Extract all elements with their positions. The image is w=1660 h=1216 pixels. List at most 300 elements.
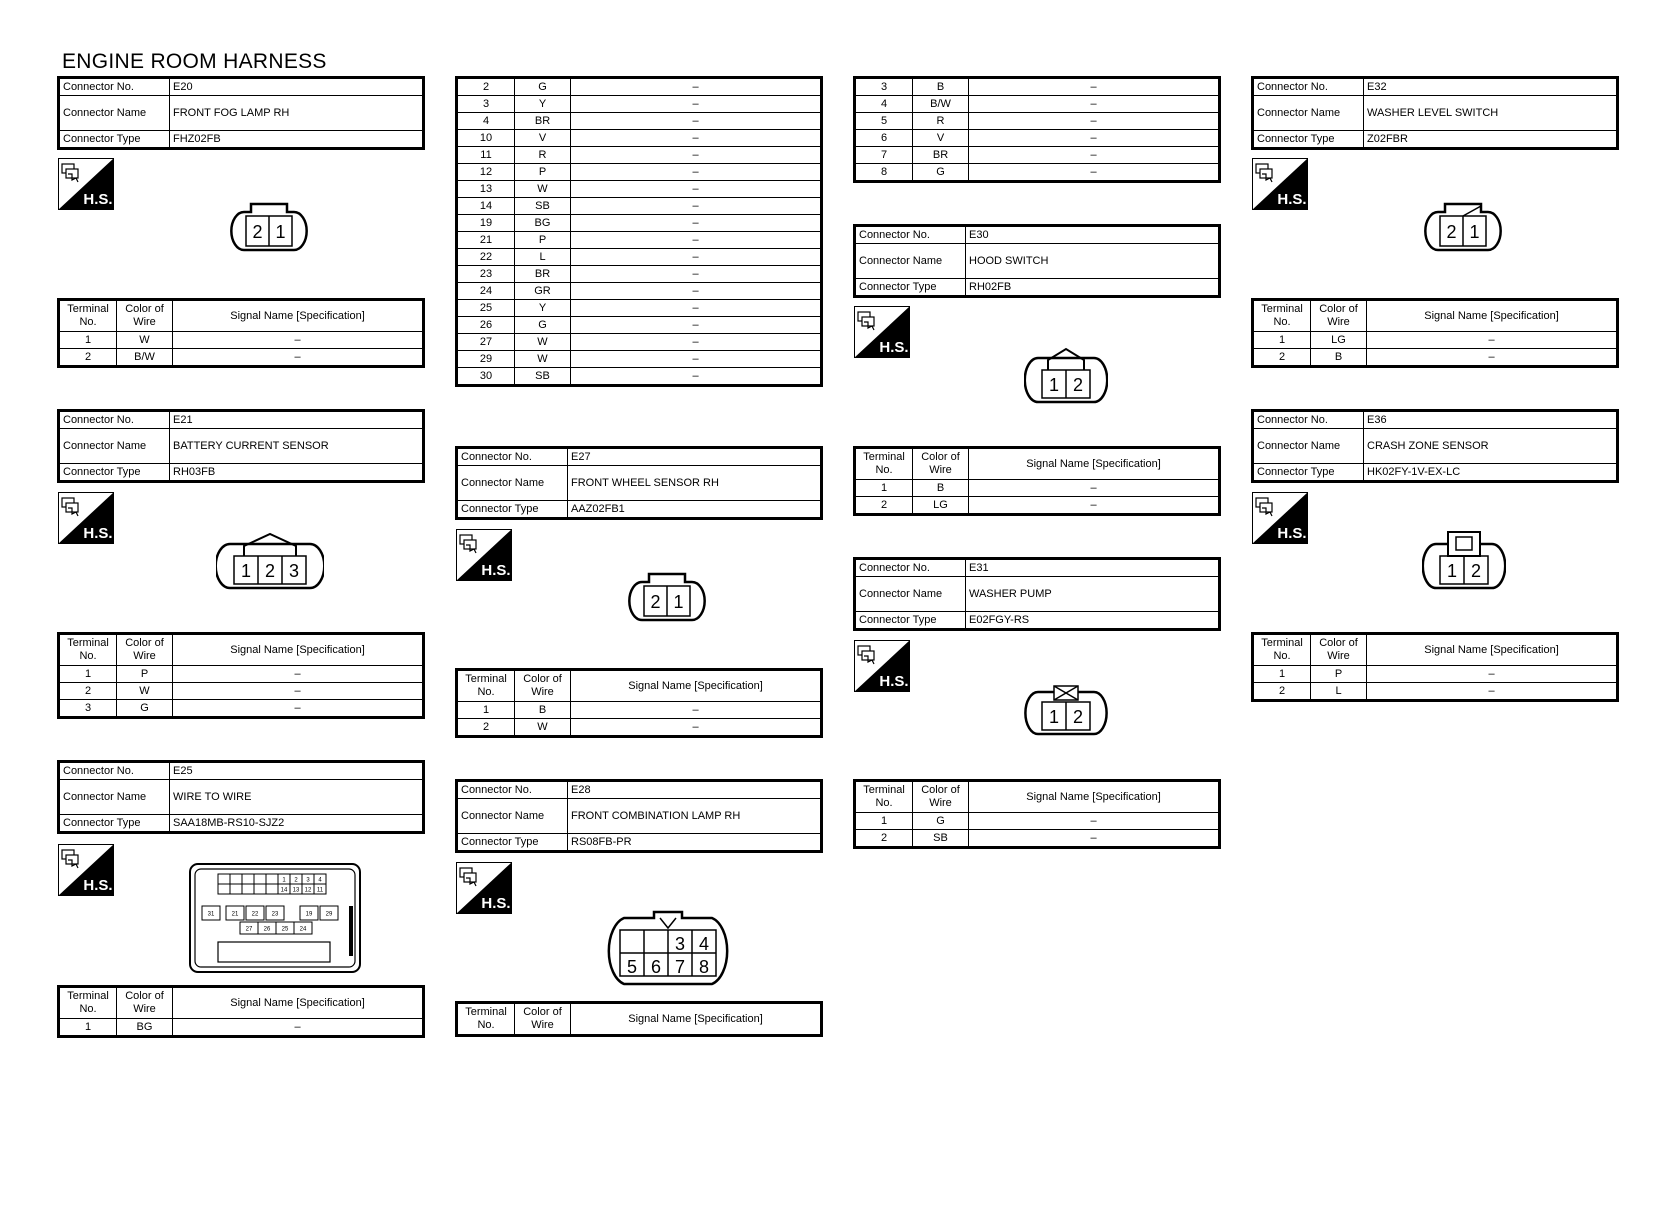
terminal-no-cell: 29 <box>457 351 515 368</box>
wire-color-cell: P <box>515 164 571 181</box>
table-row <box>855 78 1220 96</box>
terminal-no-cell: 2 <box>59 683 117 700</box>
table-row <box>457 164 822 181</box>
wire-color-cell: V <box>913 130 969 147</box>
table-row <box>457 113 822 130</box>
signal-name-cell: – <box>173 349 424 367</box>
cavity <box>230 884 242 894</box>
pin-table-header <box>1253 300 1618 332</box>
cavity-label: 12 <box>304 887 312 894</box>
signal-name-cell: – <box>571 702 822 719</box>
wire-color-cell: G <box>913 813 969 830</box>
cavity <box>242 884 254 894</box>
signal-name-cell: – <box>173 1019 424 1037</box>
wire-color-cell: P <box>1311 666 1367 683</box>
cavity-label: 27 <box>245 926 253 933</box>
connector-e30-info <box>853 224 1221 298</box>
label-connector-no: Connector No. <box>59 411 170 429</box>
connector-e20-pin-table <box>57 298 425 368</box>
cavity-label: 6 <box>650 957 662 977</box>
table-row <box>457 232 822 249</box>
wire-color-cell: V <box>515 130 571 147</box>
harness-side-icon <box>58 844 114 896</box>
cavity <box>254 874 266 884</box>
terminal-no-cell: 6 <box>855 130 913 147</box>
pin-table-header <box>1253 634 1618 666</box>
connector-name: FRONT FOG LAMP RH <box>170 96 424 131</box>
table-row <box>855 147 1220 164</box>
signal-name-cell: – <box>571 351 822 368</box>
cavity-label: 2 <box>1072 375 1084 395</box>
signal-name-header: Signal Name [Specification] <box>1367 300 1618 332</box>
connector-e20-info <box>57 76 425 150</box>
cavity-label: 2 <box>252 222 263 242</box>
terminal-no-cell: 5 <box>855 113 913 130</box>
signal-name-header: Signal Name [Specification] <box>571 1003 822 1036</box>
connector-e27-face-diagram <box>626 570 708 624</box>
hs-label: H.S. <box>481 562 511 579</box>
terminal-no-cell: 2 <box>457 78 515 96</box>
harness-side-icon <box>456 529 512 581</box>
wire-color-cell: B <box>1311 349 1367 367</box>
terminal-no-cell: 4 <box>457 113 515 130</box>
harness-side-icon <box>1252 492 1308 544</box>
terminal-no-cell: 4 <box>855 96 913 113</box>
cavity-label: 13 <box>292 887 300 894</box>
connector-name: WASHER LEVEL SWITCH <box>1364 96 1618 131</box>
cavity-label: 1 <box>673 592 684 612</box>
cavity-label: 29 <box>325 911 333 918</box>
signal-name-header: Signal Name [Specification] <box>969 448 1220 480</box>
connector-type: HK02FY-1V-EX-LC <box>1364 464 1618 482</box>
terminal-no-cell: 22 <box>457 249 515 266</box>
label-connector-type: Connector Type <box>457 501 568 519</box>
terminal-no-cell: 2 <box>1253 683 1311 701</box>
terminal-no-cell: 1 <box>59 666 117 683</box>
terminal-no-cell: 1 <box>1253 332 1311 349</box>
label-connector-name: Connector Name <box>457 466 568 501</box>
color-of-wire-header: Color of Wire <box>117 634 173 666</box>
connector-type: Z02FBR <box>1364 131 1618 149</box>
wire-color-cell: P <box>515 232 571 249</box>
terminal-no-cell: 2 <box>1253 349 1311 367</box>
hs-label: H.S. <box>83 877 113 894</box>
terminal-no-header: Terminal No. <box>1253 300 1311 332</box>
hs-label: H.S. <box>879 339 909 356</box>
signal-name-header: Signal Name [Specification] <box>173 634 424 666</box>
wire-color-cell: BR <box>913 147 969 164</box>
connector-e28-face-diagram <box>602 908 734 988</box>
cavity-label: 26 <box>263 926 271 933</box>
color-of-wire-header: Color of Wire <box>1311 300 1367 332</box>
connector-e25-continued-table <box>455 76 823 387</box>
table-row <box>1253 332 1618 349</box>
signal-name-cell: – <box>571 232 822 249</box>
wire-color-cell: B <box>913 480 969 497</box>
label-connector-no: Connector No. <box>1253 411 1364 429</box>
table-row <box>457 249 822 266</box>
signal-name-header: Signal Name [Specification] <box>1367 634 1618 666</box>
connector-e32-pin-table <box>1251 298 1619 368</box>
terminal-no-header: Terminal No. <box>855 781 913 813</box>
wire-color-cell: B <box>515 702 571 719</box>
label-connector-type: Connector Type <box>1253 464 1364 482</box>
hs-label: H.S. <box>1277 525 1307 542</box>
signal-name-cell: – <box>969 164 1220 182</box>
signal-name-cell: – <box>969 96 1220 113</box>
cavity-label: 23 <box>271 911 279 918</box>
label-connector-name: Connector Name <box>59 780 170 815</box>
table-row <box>59 1019 424 1037</box>
label-connector-name: Connector Name <box>59 429 170 464</box>
label-connector-no: Connector No. <box>855 226 966 244</box>
signal-name-header: Signal Name [Specification] <box>969 781 1220 813</box>
table-row <box>59 700 424 718</box>
cavity-label: 1 <box>282 877 286 884</box>
cavity <box>266 874 278 884</box>
harness-side-icon <box>456 862 512 914</box>
color-of-wire-header: Color of Wire <box>515 1003 571 1036</box>
terminal-no-cell: 2 <box>457 719 515 737</box>
cavity-label: 1 <box>1048 707 1060 727</box>
table-row <box>457 198 822 215</box>
wire-color-cell: LG <box>913 497 969 515</box>
connector-e36-pin-table <box>1251 632 1619 702</box>
signal-name-cell: – <box>571 147 822 164</box>
label-connector-no: Connector No. <box>59 78 170 96</box>
terminal-no-cell: 7 <box>855 147 913 164</box>
connector-no: E21 <box>170 411 424 429</box>
connector-e36-face-diagram <box>1422 528 1506 592</box>
terminal-no-cell: 1 <box>457 702 515 719</box>
connector-e30-face-diagram <box>1024 344 1108 406</box>
connector-e28-continued-table <box>853 76 1221 183</box>
wire-color-cell: Y <box>515 300 571 317</box>
label-connector-type: Connector Type <box>1253 131 1364 149</box>
color-of-wire-header: Color of Wire <box>1311 634 1367 666</box>
wire-color-cell: SB <box>515 198 571 215</box>
cavity-label: 1 <box>1469 222 1480 242</box>
table-row <box>457 300 822 317</box>
wire-color-cell: W <box>515 351 571 368</box>
cavity-label: 2 <box>1072 707 1084 727</box>
terminal-no-cell: 25 <box>457 300 515 317</box>
table-row <box>59 349 424 367</box>
terminal-no-cell: 3 <box>59 700 117 718</box>
terminal-no-cell: 1 <box>1253 666 1311 683</box>
table-row <box>457 78 822 96</box>
connector-e28-info <box>455 779 823 853</box>
hs-label: H.S. <box>83 525 113 542</box>
label-connector-type: Connector Type <box>855 279 966 297</box>
connector-type: RH03FB <box>170 464 424 482</box>
cavity-label: 1 <box>1446 561 1458 581</box>
wire-color-cell: W <box>515 181 571 198</box>
connector-e25-info <box>57 760 425 834</box>
signal-name-cell: – <box>173 666 424 683</box>
table-row <box>457 334 822 351</box>
terminal-no-header: Terminal No. <box>59 300 117 332</box>
cavity-label: 8 <box>698 957 710 977</box>
terminal-no-cell: 21 <box>457 232 515 249</box>
cavity-label: 22 <box>251 911 259 918</box>
wire-color-cell: SB <box>515 368 571 386</box>
table-row <box>457 351 822 368</box>
terminal-no-cell: 14 <box>457 198 515 215</box>
connector-e31-info <box>853 557 1221 631</box>
connector-name: CRASH ZONE SENSOR <box>1364 429 1618 464</box>
terminal-no-cell: 27 <box>457 334 515 351</box>
label-connector-type: Connector Type <box>457 834 568 852</box>
page-title: ENGINE ROOM HARNESS <box>62 50 327 73</box>
pin-table-header <box>59 987 424 1019</box>
cavity <box>266 884 278 894</box>
cavity-label: 5 <box>626 957 638 977</box>
harness-side-icon <box>58 158 114 210</box>
cavity-label: 2 <box>650 592 661 612</box>
signal-name-cell: – <box>571 215 822 232</box>
cavity-label: 3 <box>288 561 300 581</box>
terminal-no-cell: 1 <box>59 1019 117 1037</box>
cavity-label: 2 <box>264 561 276 581</box>
cavity <box>254 884 266 894</box>
harness-side-icon <box>58 492 114 544</box>
table-row <box>855 813 1220 830</box>
signal-name-cell: – <box>969 78 1220 96</box>
table-row <box>457 702 822 719</box>
signal-name-cell: – <box>571 96 822 113</box>
table-row <box>855 830 1220 848</box>
wire-color-cell: BG <box>117 1019 173 1037</box>
label-connector-no: Connector No. <box>855 559 966 577</box>
signal-name-header: Signal Name [Specification] <box>173 300 424 332</box>
table-row <box>1253 683 1618 701</box>
hs-label: H.S. <box>1277 191 1307 208</box>
signal-name-cell: – <box>571 317 822 334</box>
terminal-no-cell: 26 <box>457 317 515 334</box>
wire-color-cell: B <box>913 78 969 96</box>
cavity-label: 2 <box>1446 222 1457 242</box>
terminal-no-header: Terminal No. <box>1253 634 1311 666</box>
table-row <box>855 497 1220 515</box>
table-row <box>457 147 822 164</box>
label-connector-type: Connector Type <box>59 464 170 482</box>
table-row <box>855 480 1220 497</box>
cavity <box>218 874 230 884</box>
terminal-no-cell: 12 <box>457 164 515 181</box>
connector-type: RH02FB <box>966 279 1220 297</box>
wire-color-cell: Y <box>515 96 571 113</box>
terminal-no-header: Terminal No. <box>59 634 117 666</box>
signal-name-cell: – <box>571 368 822 386</box>
connector-name: FRONT COMBINATION LAMP RH <box>568 799 822 834</box>
signal-name-cell: – <box>173 683 424 700</box>
table-row <box>59 666 424 683</box>
signal-name-header: Signal Name [Specification] <box>571 670 822 702</box>
signal-name-cell: – <box>969 830 1220 848</box>
cavity-label: 24 <box>299 926 307 933</box>
connector-e36-info <box>1251 409 1619 483</box>
terminal-no-cell: 24 <box>457 283 515 300</box>
terminal-no-cell: 2 <box>59 349 117 367</box>
color-of-wire-header: Color of Wire <box>117 987 173 1019</box>
pin-table-header <box>855 448 1220 480</box>
connector-name: BATTERY CURRENT SENSOR <box>170 429 424 464</box>
cavity-label: 4 <box>318 877 322 884</box>
signal-name-cell: – <box>571 719 822 737</box>
table-row <box>457 368 822 386</box>
connector-no: E30 <box>966 226 1220 244</box>
wire-color-cell: W <box>117 332 173 349</box>
cavity <box>218 884 230 894</box>
connector-name: WIRE TO WIRE <box>170 780 424 815</box>
table-row <box>1253 666 1618 683</box>
signal-name-cell: – <box>571 181 822 198</box>
connector-no: E36 <box>1364 411 1618 429</box>
terminal-no-header: Terminal No. <box>855 448 913 480</box>
connector-e21-face-diagram <box>216 530 324 592</box>
wire-color-cell: G <box>913 164 969 182</box>
cavity-label: 2 <box>294 877 298 884</box>
wire-color-cell: B/W <box>913 96 969 113</box>
signal-name-cell: – <box>1367 349 1618 367</box>
harness-side-icon <box>1252 158 1308 210</box>
signal-name-cell: – <box>1367 332 1618 349</box>
cavity-label: 25 <box>281 926 289 933</box>
wire-color-cell: G <box>515 317 571 334</box>
terminal-no-cell: 23 <box>457 266 515 283</box>
signal-name-cell: – <box>173 332 424 349</box>
cavity-label: 19 <box>305 911 313 918</box>
signal-name-cell: – <box>969 497 1220 515</box>
table-row <box>855 96 1220 113</box>
connector-name: HOOD SWITCH <box>966 244 1220 279</box>
terminal-no-cell: 3 <box>855 78 913 96</box>
label-connector-name: Connector Name <box>457 799 568 834</box>
table-row <box>457 317 822 334</box>
connector-no: E31 <box>966 559 1220 577</box>
connector-e27-pin-table <box>455 668 823 738</box>
signal-name-cell: – <box>571 300 822 317</box>
color-of-wire-header: Color of Wire <box>515 670 571 702</box>
connector-e25-face-diagram <box>188 862 362 974</box>
table-row <box>457 266 822 283</box>
wire-color-cell: BR <box>515 113 571 130</box>
terminal-no-cell: 2 <box>855 830 913 848</box>
wire-color-cell: R <box>913 113 969 130</box>
signal-name-cell: – <box>571 334 822 351</box>
wire-color-cell: L <box>515 249 571 266</box>
terminal-no-cell: 1 <box>855 813 913 830</box>
connector-type: RS08FB-PR <box>568 834 822 852</box>
signal-name-cell: – <box>969 480 1220 497</box>
wire-color-cell: W <box>117 683 173 700</box>
connector-e31-face-diagram <box>1024 682 1108 738</box>
terminal-no-cell: 19 <box>457 215 515 232</box>
connector-name: FRONT WHEEL SENSOR RH <box>568 466 822 501</box>
table-row <box>1253 349 1618 367</box>
signal-name-cell: – <box>571 198 822 215</box>
label-connector-type: Connector Type <box>59 815 170 833</box>
signal-name-cell: – <box>969 113 1220 130</box>
wire-color-cell: P <box>117 666 173 683</box>
wire-color-cell: BR <box>515 266 571 283</box>
table-row <box>457 130 822 147</box>
wire-color-cell: B/W <box>117 349 173 367</box>
terminal-no-header: Terminal No. <box>59 987 117 1019</box>
connector-e21-info <box>57 409 425 483</box>
wire-color-cell: W <box>515 719 571 737</box>
terminal-no-cell: 13 <box>457 181 515 198</box>
cavity-label: 4 <box>698 934 710 954</box>
label-connector-type: Connector Type <box>59 131 170 149</box>
label-connector-no: Connector No. <box>457 448 568 466</box>
pin-table-header <box>855 781 1220 813</box>
cavity-label: 3 <box>674 934 686 954</box>
cavity-label: 11 <box>316 887 324 894</box>
terminal-no-cell: 1 <box>855 480 913 497</box>
label-connector-name: Connector Name <box>59 96 170 131</box>
connector-e25-pin-table <box>57 985 425 1038</box>
wire-color-cell: L <box>1311 683 1367 701</box>
hs-label: H.S. <box>481 895 511 912</box>
connector-e20-face-diagram <box>228 200 310 254</box>
connector-type: AAZ02FB1 <box>568 501 822 519</box>
connector-no: E32 <box>1364 78 1618 96</box>
signal-name-cell: – <box>969 147 1220 164</box>
signal-name-cell: – <box>173 700 424 718</box>
cavity-label: 1 <box>240 561 252 581</box>
connector-e31-pin-table <box>853 779 1221 849</box>
label-connector-name: Connector Name <box>1253 96 1364 131</box>
harness-side-icon <box>854 640 910 692</box>
hs-label: H.S. <box>879 673 909 690</box>
connector-no: E28 <box>568 781 822 799</box>
cavity-label: 7 <box>674 957 686 977</box>
signal-name-cell: – <box>571 249 822 266</box>
cavity-label: 2 <box>1470 561 1482 581</box>
connector-e27-info <box>455 446 823 520</box>
connector-e32-face-diagram <box>1422 200 1504 254</box>
pin-table-header <box>457 670 822 702</box>
cavity-label: 21 <box>231 911 239 918</box>
color-of-wire-header: Color of Wire <box>913 448 969 480</box>
color-of-wire-header: Color of Wire <box>913 781 969 813</box>
wire-color-cell: G <box>117 700 173 718</box>
signal-name-cell: – <box>969 813 1220 830</box>
signal-name-cell: – <box>571 113 822 130</box>
terminal-no-cell: 1 <box>59 332 117 349</box>
cavity <box>242 874 254 884</box>
wire-color-cell: W <box>515 334 571 351</box>
connector-name: WASHER PUMP <box>966 577 1220 612</box>
signal-name-header: Signal Name [Specification] <box>173 987 424 1019</box>
table-row <box>855 113 1220 130</box>
terminal-no-cell: 2 <box>855 497 913 515</box>
table-row <box>457 181 822 198</box>
color-of-wire-header: Color of Wire <box>117 300 173 332</box>
label-connector-name: Connector Name <box>1253 429 1364 464</box>
label-connector-name: Connector Name <box>855 577 966 612</box>
connector-e21-pin-table <box>57 632 425 719</box>
pin-table-header <box>457 1003 822 1036</box>
connector-type: FHZ02FB <box>170 131 424 149</box>
signal-name-cell: – <box>571 78 822 96</box>
wire-color-cell: R <box>515 147 571 164</box>
table-row <box>457 215 822 232</box>
table-row <box>457 719 822 737</box>
label-connector-no: Connector No. <box>1253 78 1364 96</box>
